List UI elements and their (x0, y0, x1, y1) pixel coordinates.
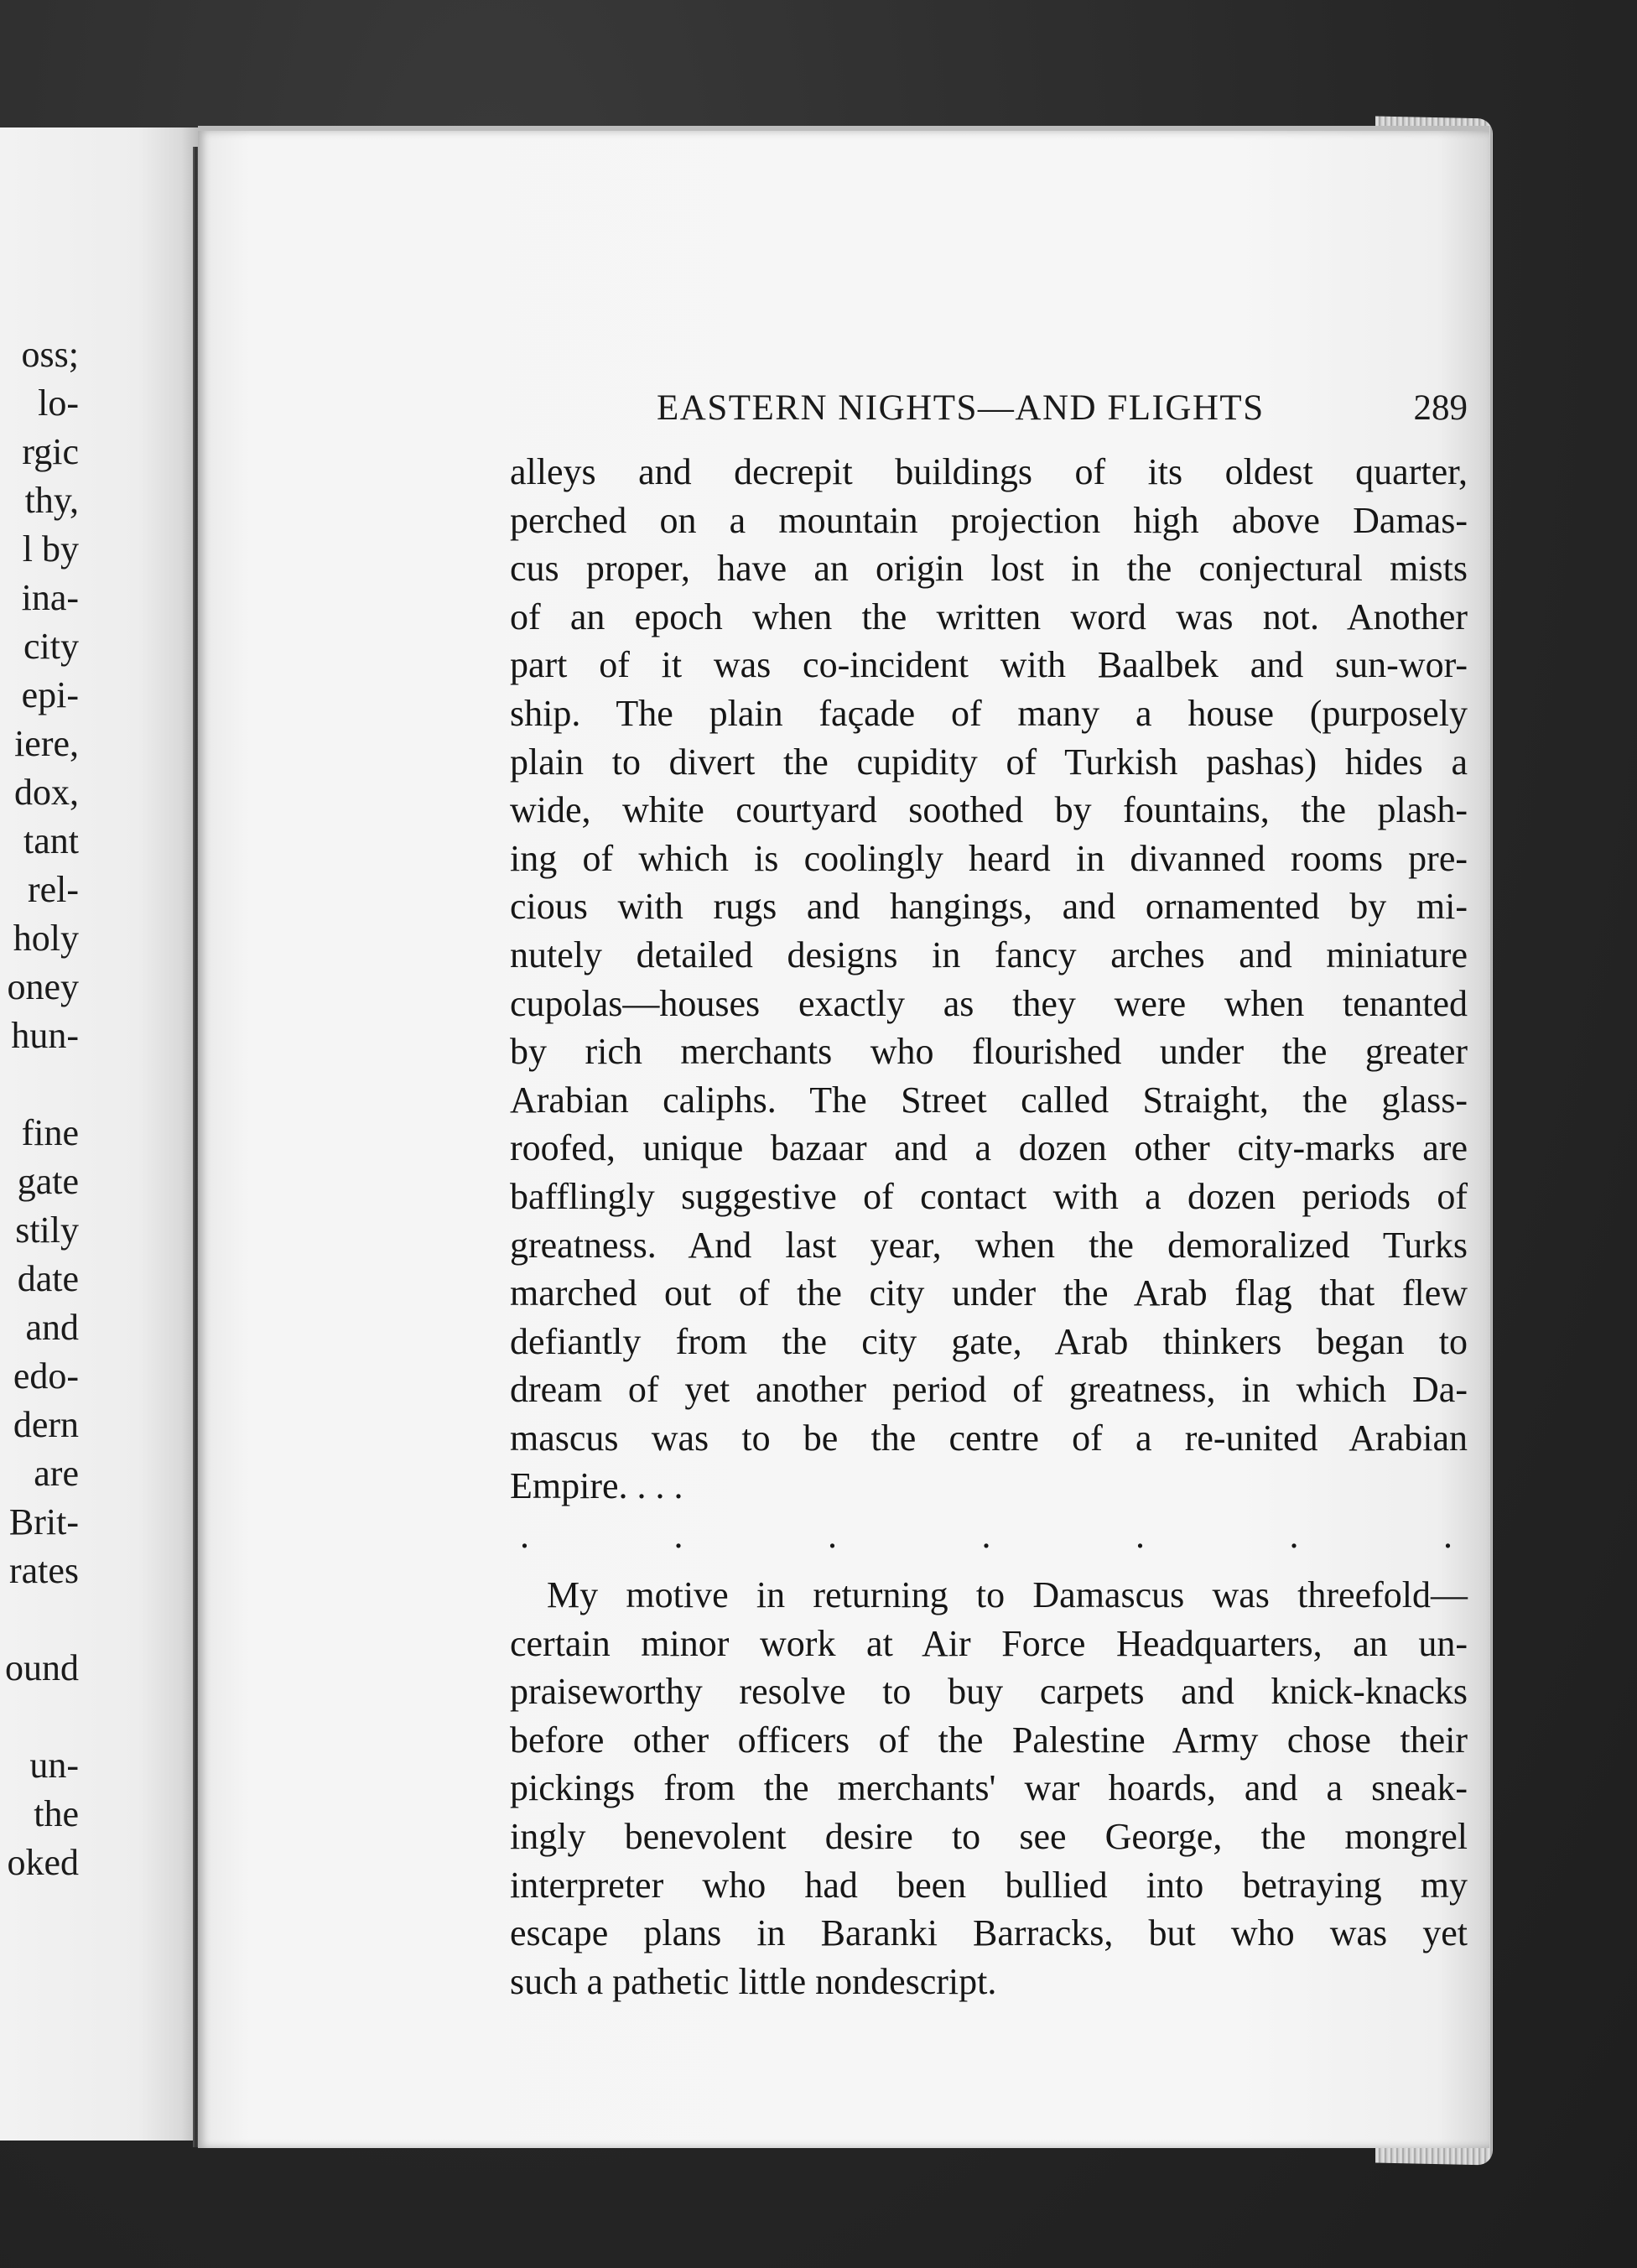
page-content (510, 382, 1468, 2005)
previous-page-line: are (34, 1453, 79, 1494)
text-line: defiantly from the city gate, Arab thinkers began to (510, 1320, 1468, 1362)
text-line: pickings from the merchants' war hoards, and a sneak- (510, 1767, 1468, 1809)
text-line: interpreter who had been bullied into betraying my (510, 1864, 1468, 1906)
previous-page-line: oss; (21, 334, 79, 375)
section-break-dot: . (1289, 1515, 1299, 1557)
text-line: cupolas—houses exactly as they were when tenanted (510, 982, 1468, 1024)
paragraph-continued (510, 448, 1468, 1511)
previous-page-line: epi- (21, 674, 79, 715)
text-line: My motive in returning to Damascus was threefold— (547, 1574, 1468, 1616)
previous-page-line: oney (7, 966, 79, 1007)
section-break-dot: . (520, 1515, 529, 1557)
text-line: cious with rugs and hangings, and ornamented by mi- (510, 886, 1468, 928)
section-break (510, 1511, 1468, 1561)
previous-page-line: rel- (27, 869, 79, 910)
text-line: by rich merchants who flourished under the greater (510, 1031, 1468, 1073)
page-number: 289 (1413, 388, 1468, 428)
previous-page-line: l by (22, 528, 79, 570)
previous-page-line: ound (5, 1647, 79, 1688)
text-line: such a pathetic little nondescript. (510, 1960, 997, 2002)
text-line: Arabian caliphs. The Street called Straight, the glass- (510, 1079, 1468, 1121)
current-page (198, 126, 1489, 2148)
text-line: ingly benevolent desire to see George, the mongrel (510, 1816, 1468, 1858)
text-line: certain minor work at Air Force Headquarters, an un- (510, 1622, 1468, 1664)
text-line: marched out of the city under the Arab flag that flew (510, 1272, 1468, 1314)
text-line: ship. The plain façade of many a house (purposely (510, 692, 1468, 734)
text-line: roofed, unique bazaar and a dozen other city-marks are (510, 1127, 1468, 1169)
section-break-dot: . (1136, 1515, 1145, 1557)
section-break-dot: . (981, 1515, 991, 1557)
section-break-dot: . (828, 1515, 837, 1557)
text-line: wide, white courtyard soothed by fountains, the plash- (510, 789, 1468, 831)
text-line: escape plans in Baranki Barracks, but who was yet (510, 1912, 1468, 1954)
previous-page-line: iere, (14, 723, 79, 764)
text-line: nutely detailed designs in fancy arches and miniature (510, 934, 1468, 975)
text-line: greatness. And last year, when the demoralized Turks (510, 1224, 1468, 1266)
previous-page-line: stily (15, 1209, 79, 1251)
previous-page-line: rgic (22, 431, 79, 472)
previous-page-line: Brit- (8, 1501, 79, 1542)
previous-page-line: fine (21, 1112, 79, 1153)
previous-page-line: ina- (21, 577, 79, 618)
running-title: EASTERN NIGHTS—AND FLIGHTS (657, 388, 1265, 428)
previous-page-line: date (17, 1258, 79, 1299)
previous-page-text (0, 127, 198, 2141)
previous-page-line: gate (17, 1161, 79, 1202)
paragraph-new (510, 1571, 1468, 2005)
text-line: part of it was co-incident with Baalbek and sun-wor- (510, 644, 1468, 686)
previous-page-line: oked (7, 1842, 79, 1883)
previous-page-line: tant (23, 820, 79, 861)
text-line: plain to divert the cupidity of Turkish pashas) hides a (510, 741, 1468, 783)
text-line: cus proper, have an origin lost in the conjectural mists (510, 548, 1468, 590)
previous-page-line: and (25, 1307, 79, 1348)
section-break-dot: . (673, 1515, 683, 1557)
section-break-dot: . (1443, 1515, 1453, 1557)
text-line: praiseworthy resolve to buy carpets and knick-knacks (510, 1671, 1468, 1713)
previous-page-line: thy, (24, 480, 79, 521)
previous-page-line: un- (29, 1745, 79, 1786)
previous-page-line: edo- (13, 1355, 79, 1397)
previous-page-line: dern (13, 1404, 79, 1445)
previous-page-line: rates (8, 1550, 79, 1591)
text-line: before other officers of the Palestine Army chose their (510, 1719, 1468, 1761)
text-line: Empire. . . . (510, 1465, 683, 1507)
previous-page-line: the (34, 1793, 79, 1834)
running-head (510, 382, 1468, 441)
text-line: perched on a mountain projection high above Damas- (510, 499, 1468, 541)
text-line: bafflingly suggestive of contact with a dozen periods of (510, 1175, 1468, 1217)
text-line: dream of yet another period of greatness, in which Da- (510, 1369, 1468, 1411)
previous-page-line: dox, (14, 772, 79, 813)
text-line: ing of which is coolingly heard in divanned rooms pre- (510, 837, 1468, 879)
text-line: alleys and decrepit buildings of its oldest quarter, (510, 451, 1468, 492)
previous-page-line: city (23, 626, 79, 667)
previous-page-line: holy (13, 918, 79, 959)
previous-page-line: hun- (11, 1015, 79, 1056)
previous-page (0, 127, 198, 2141)
text-line: mascus was to be the centre of a re-united Arabian (510, 1417, 1468, 1459)
text-line: of an epoch when the written word was not. Another (510, 596, 1468, 637)
previous-page-line: lo- (38, 382, 79, 424)
